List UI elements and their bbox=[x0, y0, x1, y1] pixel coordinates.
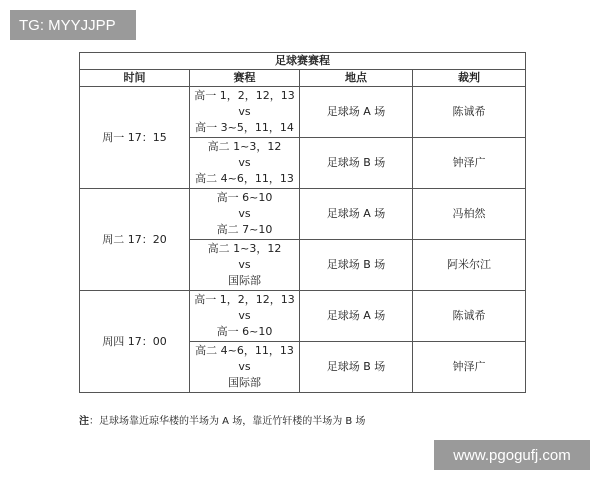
match-vs: vs bbox=[238, 207, 251, 220]
match-team-a: 高一 1，2，12，13 bbox=[194, 89, 295, 102]
watermark-top: TG: MYYJJPP bbox=[10, 10, 136, 40]
referee-cell: 钟泽广 bbox=[413, 342, 526, 393]
match-vs: vs bbox=[238, 360, 251, 373]
referee-cell: 陈诚希 bbox=[413, 87, 526, 138]
match-team-a: 高二 1~3，12 bbox=[207, 242, 282, 255]
match-cell bbox=[190, 240, 300, 291]
referee-cell: 陈诚希 bbox=[413, 291, 526, 342]
match-team-b: 国际部 bbox=[228, 376, 261, 389]
table-title: 足球赛赛程 bbox=[80, 53, 526, 70]
match-cell bbox=[190, 189, 300, 240]
referee-cell: 冯柏然 bbox=[413, 189, 526, 240]
match-team-b: 国际部 bbox=[228, 274, 261, 287]
header-referee: 裁判 bbox=[413, 70, 526, 87]
referee-cell: 阿米尔江 bbox=[413, 240, 526, 291]
match-vs: vs bbox=[238, 309, 251, 322]
match-team-a: 高二 4~6，11，13 bbox=[195, 344, 294, 357]
match-cell bbox=[190, 138, 300, 189]
watermark-bottom: www.pgogufj.com bbox=[434, 440, 590, 470]
footnote-label: 注 bbox=[79, 416, 89, 427]
match-team-a: 高二 1~3，12 bbox=[207, 140, 282, 153]
match-vs: vs bbox=[238, 258, 251, 271]
venue-cell: 足球场 B 场 bbox=[300, 138, 413, 189]
match-team-a: 高一 6~10 bbox=[216, 191, 273, 204]
footnote bbox=[79, 412, 365, 427]
match-team-b: 高一 6~10 bbox=[216, 325, 273, 338]
time-cell: 周一 17：15 bbox=[80, 87, 190, 189]
match-team-b: 高二 4~6，11，13 bbox=[195, 172, 294, 185]
match-vs: vs bbox=[238, 105, 251, 118]
table-row bbox=[80, 87, 526, 138]
referee-cell: 钟泽广 bbox=[413, 138, 526, 189]
time-cell: 周四 17：00 bbox=[80, 291, 190, 393]
time-cell: 周二 17：20 bbox=[80, 189, 190, 291]
match-cell bbox=[190, 342, 300, 393]
schedule-table bbox=[79, 52, 526, 393]
match-team-b: 高一 3~5，11，14 bbox=[195, 121, 294, 134]
match-team-a: 高一 1，2，12，13 bbox=[194, 293, 295, 306]
match-team-b: 高二 7~10 bbox=[216, 223, 273, 236]
venue-cell: 足球场 A 场 bbox=[300, 87, 413, 138]
table-row bbox=[80, 291, 526, 342]
table-row bbox=[80, 189, 526, 240]
header-match: 赛程 bbox=[190, 70, 300, 87]
footnote-text: ：足球场靠近琼华楼的半场为 A 场，靠近竹轩楼的半场为 B 场 bbox=[89, 416, 366, 427]
venue-cell: 足球场 A 场 bbox=[300, 189, 413, 240]
header-venue: 地点 bbox=[300, 70, 413, 87]
venue-cell: 足球场 A 场 bbox=[300, 291, 413, 342]
match-cell bbox=[190, 291, 300, 342]
header-time: 时间 bbox=[80, 70, 190, 87]
match-cell bbox=[190, 87, 300, 138]
venue-cell: 足球场 B 场 bbox=[300, 342, 413, 393]
venue-cell: 足球场 B 场 bbox=[300, 240, 413, 291]
match-vs: vs bbox=[238, 156, 251, 169]
